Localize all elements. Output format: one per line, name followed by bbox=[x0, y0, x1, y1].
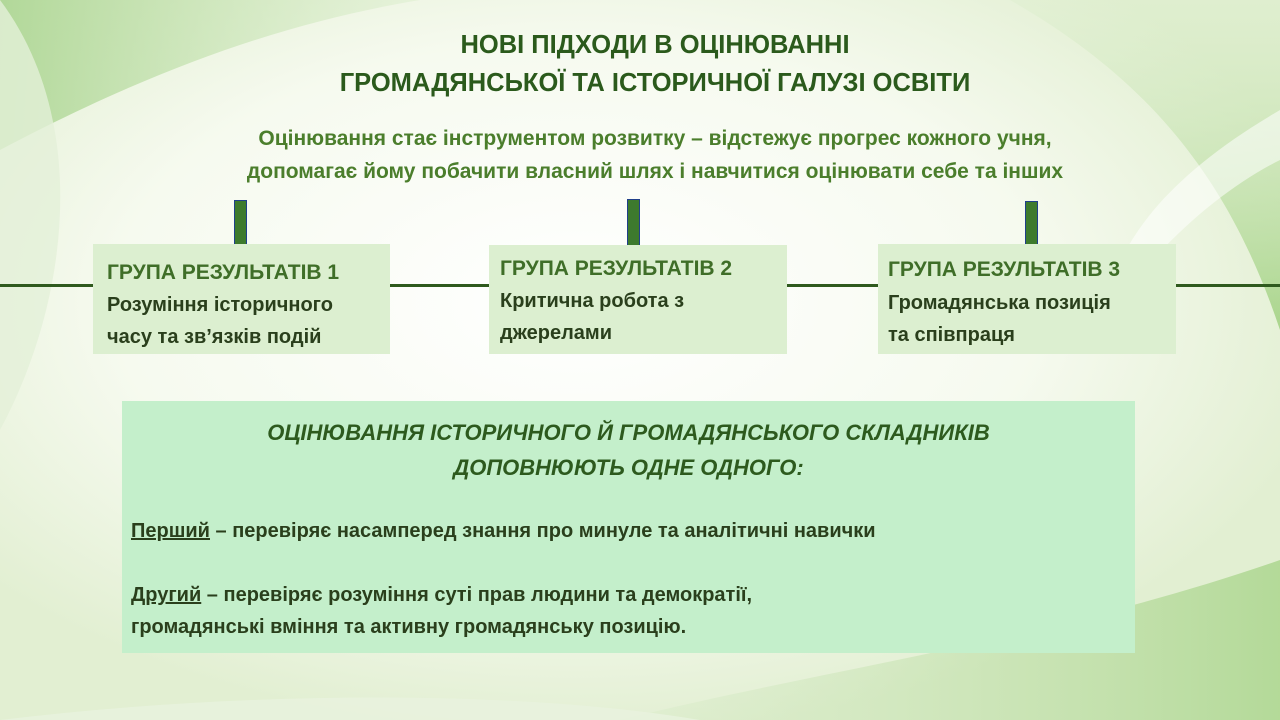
first-term: Перший bbox=[131, 520, 210, 542]
connector-group-1 bbox=[234, 200, 247, 249]
group-box-3 bbox=[878, 244, 1176, 354]
summary-second-line bbox=[131, 579, 752, 611]
group-1-line-2: часу та зв’язків подій bbox=[107, 326, 322, 348]
summary-third-line: громадянські вміння та активну громадянську позицію. bbox=[131, 616, 687, 638]
group-1-description bbox=[107, 289, 333, 353]
group-3-description bbox=[888, 287, 1111, 351]
subtitle-line-2: допомагає йому побачити власний шлях і навчитися оцінювати себе та інших bbox=[246, 160, 1064, 183]
page-subtitle bbox=[0, 122, 1280, 188]
summary-box bbox=[122, 401, 1135, 653]
second-text: – перевіряє розуміння суті прав людини та демократії, bbox=[201, 584, 753, 606]
group-3-line-1: Громадянська позиція bbox=[888, 292, 1111, 314]
title-line-2: ГРОМАДЯНСЬКОЇ ТА ІСТОРИЧНОЇ ГАЛУЗІ ОСВІТИ bbox=[339, 69, 971, 97]
summary-heading-line-2: ДОПОВНЮЮТЬ ОДНЕ ОДНОГО: bbox=[453, 455, 804, 480]
group-3-line-2: та співпраця bbox=[888, 324, 1015, 346]
group-2-description bbox=[500, 285, 684, 349]
group-box-2 bbox=[489, 245, 787, 354]
group-box-1 bbox=[93, 244, 390, 354]
first-text: – перевіряє насамперед знання про минуле та аналітичні навички bbox=[209, 520, 876, 542]
summary-heading bbox=[122, 415, 1135, 485]
group-1-line-1: Розуміння історичного bbox=[107, 294, 333, 316]
subtitle-line-1: Оцінювання стає інструментом розвитку – відстежує прогрес кожного учня, bbox=[258, 127, 1052, 150]
connector-group-3 bbox=[1025, 201, 1038, 250]
second-term: Другий bbox=[131, 584, 202, 606]
page-title bbox=[0, 26, 1280, 102]
summary-first-line bbox=[131, 515, 876, 547]
title-line-1: НОВІ ПІДХОДИ В ОЦІНЮВАННІ bbox=[460, 31, 850, 59]
group-2-heading: ГРУПА РЕЗУЛЬТАТІВ 2 bbox=[500, 257, 733, 280]
summary-heading-line-1: ОЦІНЮВАННЯ ІСТОРИЧНОГО Й ГРОМАДЯНСЬКОГО СКЛАДНИКІВ bbox=[267, 420, 990, 445]
group-2-line-1: Критична робота з bbox=[500, 290, 685, 312]
connector-group-2 bbox=[627, 199, 640, 248]
group-1-heading: ГРУПА РЕЗУЛЬТАТІВ 1 bbox=[107, 261, 340, 284]
group-3-heading: ГРУПА РЕЗУЛЬТАТІВ 3 bbox=[888, 258, 1121, 281]
group-2-line-2: джерелами bbox=[500, 322, 612, 344]
